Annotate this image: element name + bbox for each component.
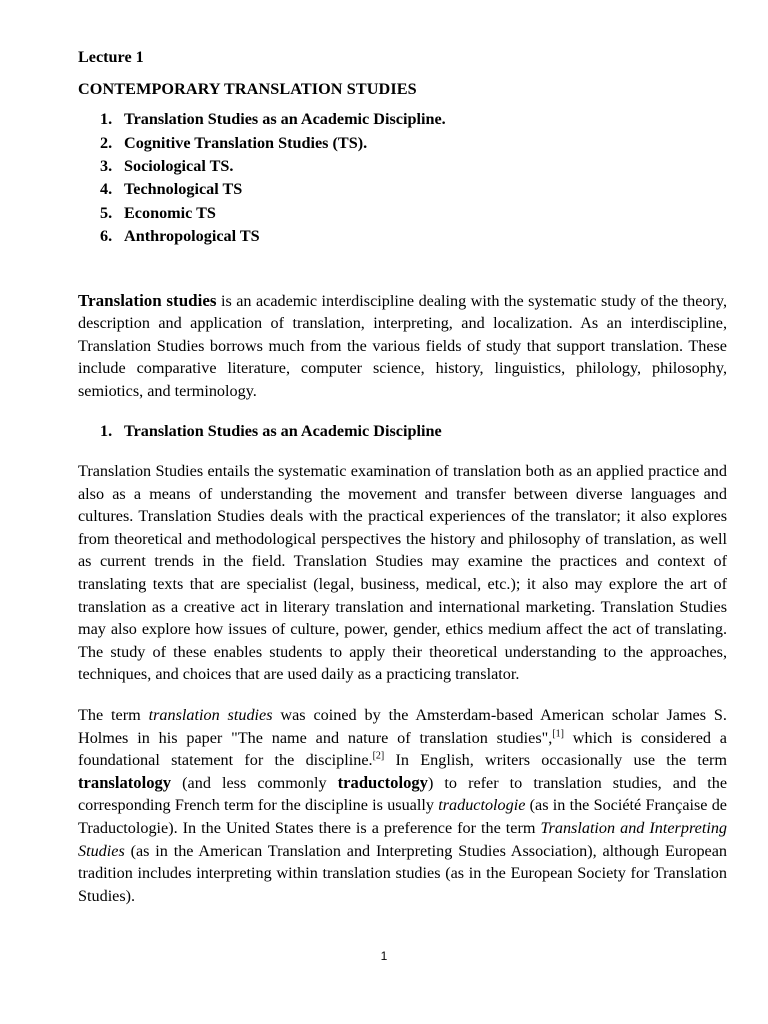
document-page xyxy=(78,46,727,907)
topic-item xyxy=(100,178,727,201)
topic-number: 5. xyxy=(100,203,113,222)
topic-text: Translation Studies as an Academic Discipline. xyxy=(124,110,446,129)
section-paragraph: Translation Studies entails the systematic examination of translation both as an applied practice and also as a means of understanding the movement and transfer between diverse languages and cultures. Translation Studies deals with the practical experiences of the translator; it also explores from theoretical and methodological perspectives the history and philosophy of translation, as well as current trends in the field. Translation Studies may examine the practices and context of translating texts that are specialist (legal, business, medical, etc.); it also may explore the art of translation as a creative act in literary translation and international marketing. Translation Studies may also explore how issues of culture, power, gender, ethics medium affect the act of translating. The study of these enables students to apply their theoretical understanding to the approaches, techniques, and choices that are used daily as a practicing translator. xyxy=(78,462,727,684)
section-number: 1. xyxy=(100,421,113,440)
italic-term: traductologie xyxy=(438,796,526,815)
text-run: (and less commonly xyxy=(171,773,338,792)
page-number: 1 xyxy=(380,949,388,963)
topic-text: Economic TS xyxy=(124,203,216,222)
topic-number: 1. xyxy=(100,110,113,129)
section-heading xyxy=(100,420,727,443)
text-run: (as in the American Translation and Interpreting Studies Association), although European tradition includes interpreting within translation studies (as in the European Society for Translation Studies). xyxy=(78,841,727,905)
topic-item xyxy=(100,108,727,131)
text-run: In English, writers occasionally use the term xyxy=(384,751,728,770)
intro-term: Translation studies xyxy=(78,290,217,310)
section-heading-text: Translation Studies as an Academic Discipline xyxy=(124,421,442,440)
italic-term: Translation and Interpreting Studies xyxy=(78,819,728,860)
topic-number: 4. xyxy=(100,180,113,199)
topics-list xyxy=(78,108,727,248)
topic-item xyxy=(100,155,727,178)
topic-text: Anthropological TS xyxy=(124,227,260,246)
citation-ref[interactable]: [2] xyxy=(372,750,385,762)
topic-item xyxy=(100,202,727,225)
italic-term: translation studies xyxy=(148,706,273,725)
intro-text: is an academic interdiscipline dealing with the systematic study of the theory, description and application of translation, interpreting, and localization. As an interdiscipline, Translation Studies borrows much from the various fields of study that support translation. These include comparative literature, computer science, history, linguistics, philology, philosophy, semiotics, and terminology. xyxy=(78,291,727,400)
bold-term: translatology xyxy=(78,772,172,792)
topic-item xyxy=(100,225,727,248)
bold-term: traductology xyxy=(337,772,428,792)
citation-ref[interactable]: [1] xyxy=(552,728,564,740)
text-run: The term xyxy=(78,706,149,725)
topic-text: Cognitive Translation Studies (TS). xyxy=(124,133,368,152)
text-run: (as in the Société Française de Traductologie). In the United States there is a preference for the term xyxy=(78,796,727,837)
topic-number: 3. xyxy=(100,156,113,175)
topic-text: Technological TS xyxy=(124,180,243,199)
topic-number: 6. xyxy=(100,227,113,246)
lecture-label: Lecture 1 xyxy=(78,48,144,66)
term-origin-paragraph xyxy=(78,704,727,907)
text-run: was coined by the Amsterdam-based American scholar James S. Holmes in his paper "The name and nature of translation studies", xyxy=(78,706,727,747)
topic-item xyxy=(100,132,727,155)
text-run: which is considered a foundational statement for the discipline. xyxy=(78,728,727,770)
topic-number: 2. xyxy=(100,133,113,152)
text-run: ) to refer to translation studies, and the corresponding French term for the discipline is usually xyxy=(78,773,727,815)
page-title: CONTEMPORARY TRANSLATION STUDIES xyxy=(78,79,417,98)
intro-paragraph xyxy=(78,290,727,403)
topic-text: Sociological TS. xyxy=(124,156,234,175)
